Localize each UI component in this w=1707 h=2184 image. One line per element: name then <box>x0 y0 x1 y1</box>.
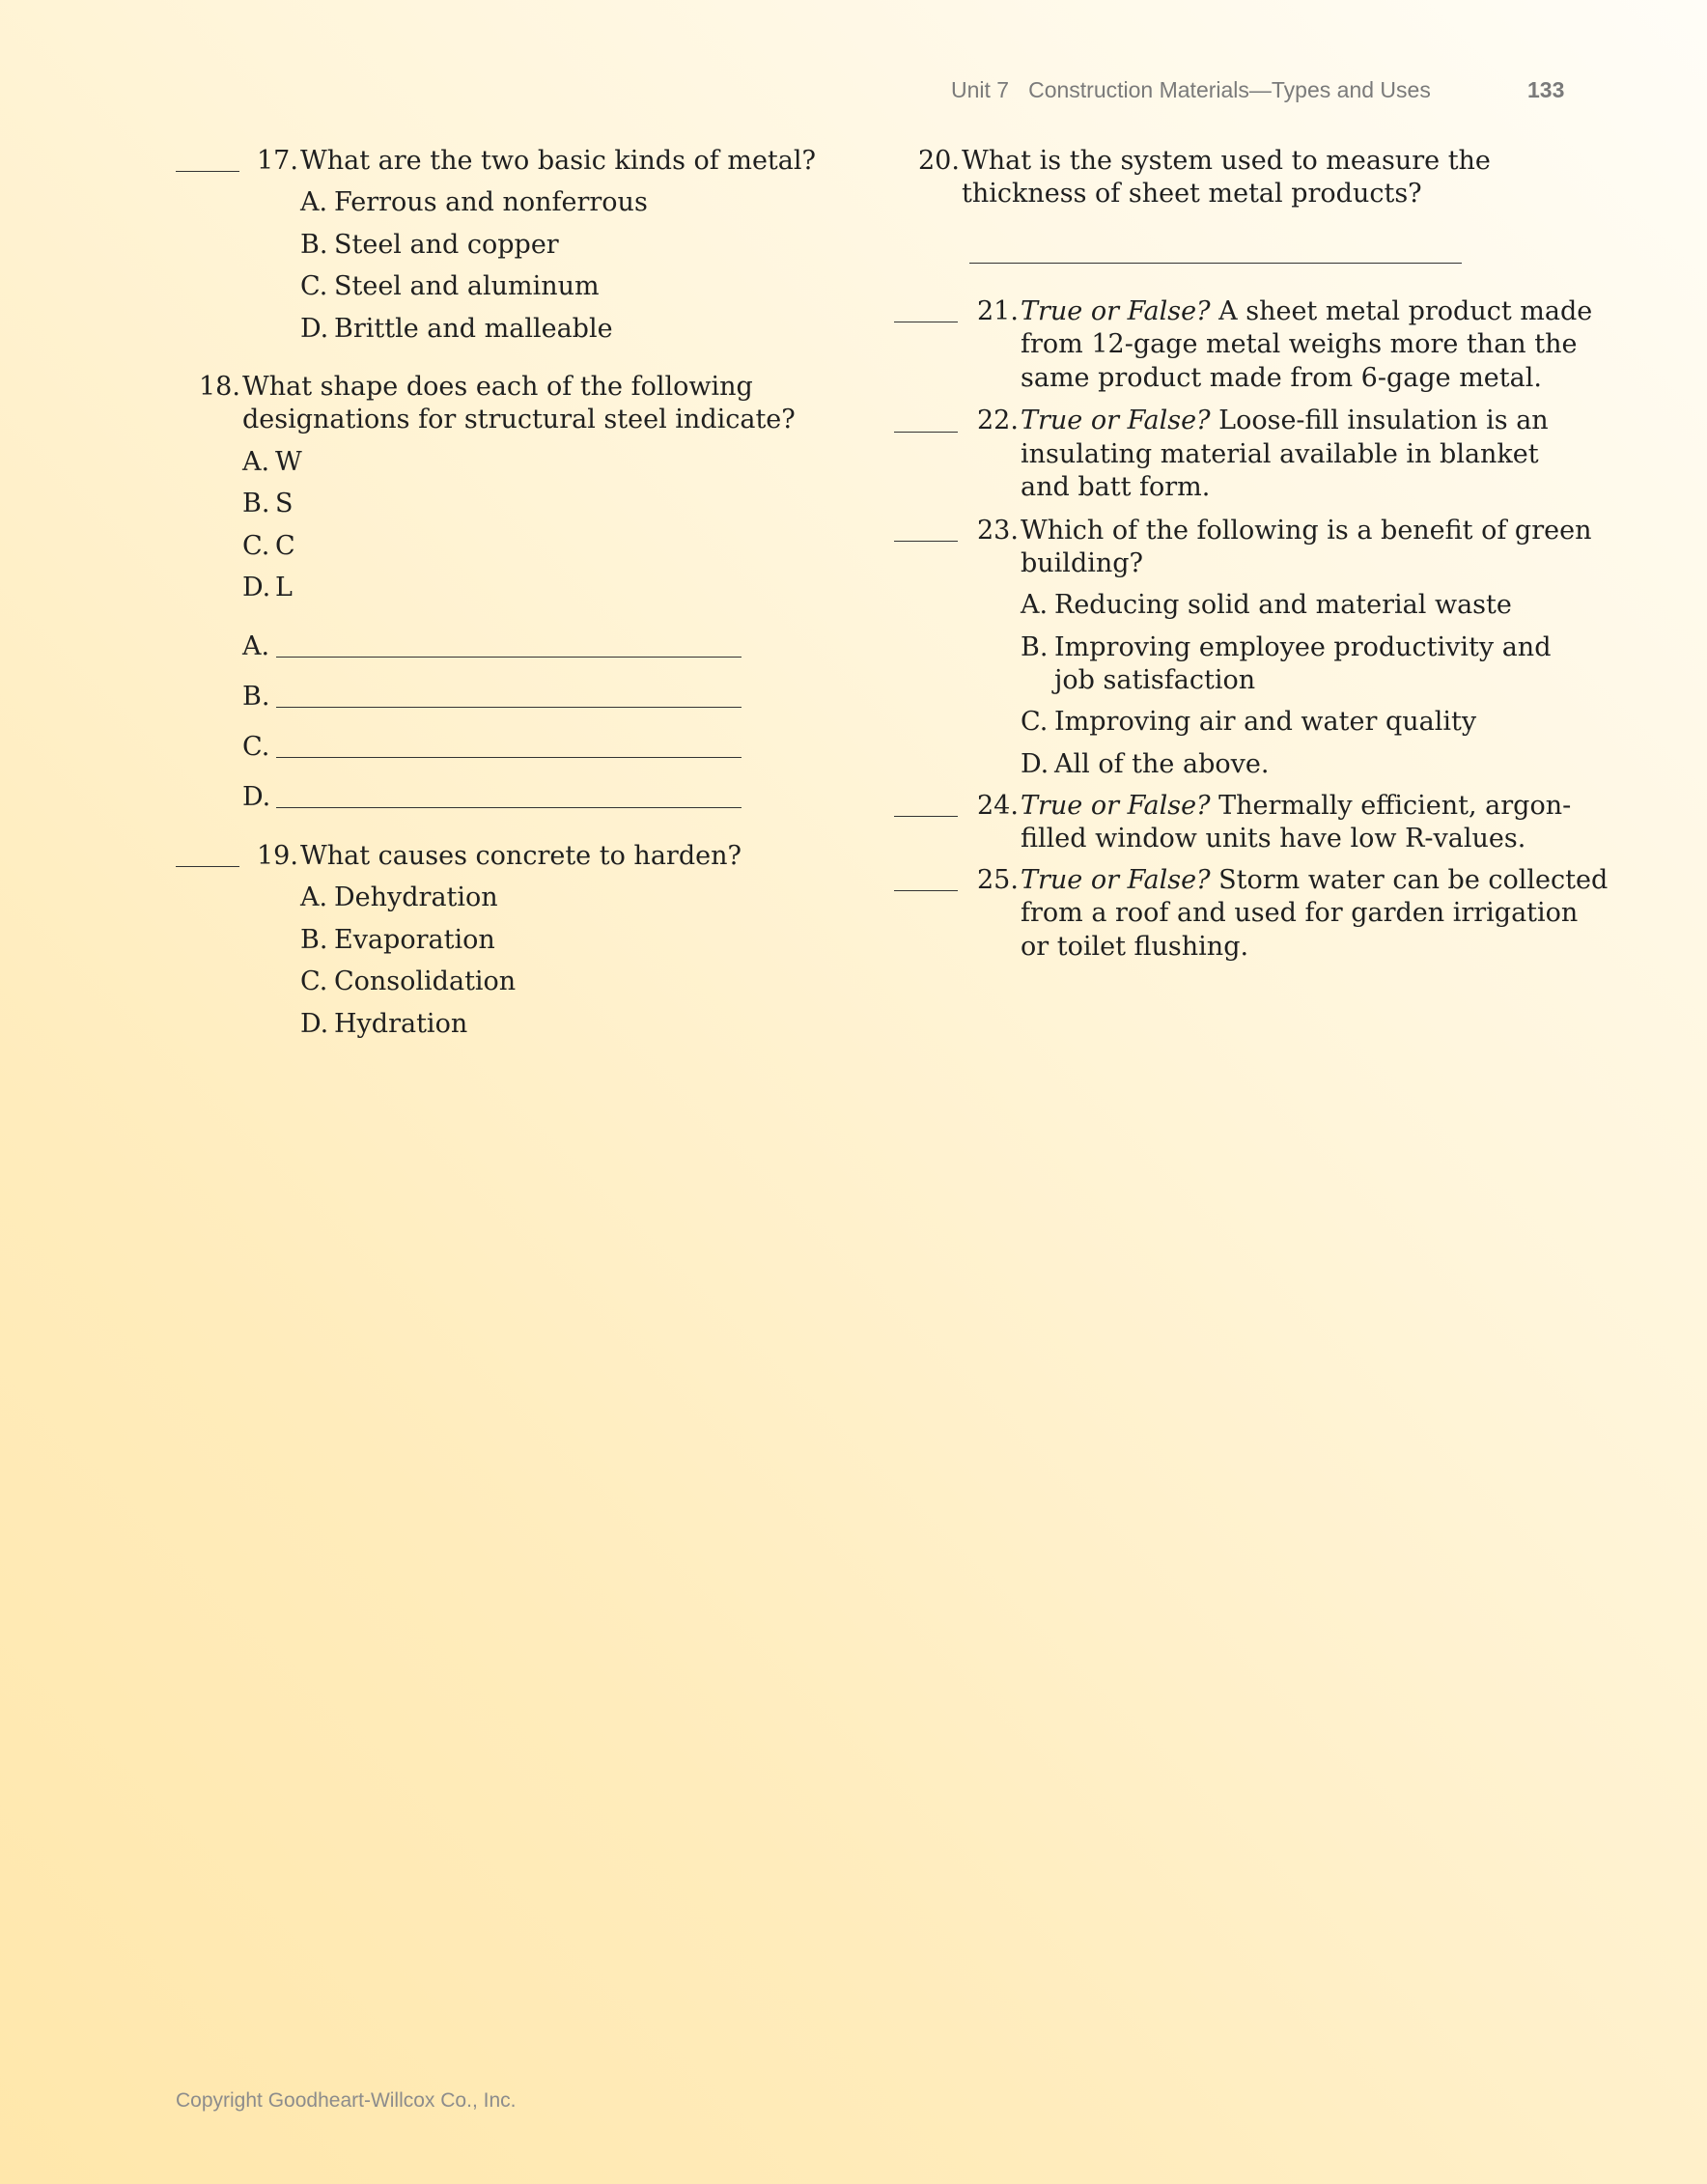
question-23-text-line1: Which of the following is a benefit of green <box>1021 516 1592 546</box>
question-24-text: Thermally efficient, argon- <box>1210 791 1572 821</box>
q17-option-text: Steel and copper <box>334 230 559 260</box>
q17-option-text: Brittle and malleable <box>334 314 613 344</box>
q18-option-letter: C. <box>242 531 270 561</box>
q19-option-text: Hydration <box>334 1009 468 1039</box>
true-or-false-label: True or False? <box>1021 406 1211 435</box>
q23-option-text: Reducing solid and material waste <box>1054 590 1512 620</box>
q20-answer-blank[interactable] <box>969 263 1462 264</box>
answer-blank-17[interactable] <box>176 171 239 172</box>
question-24-text-line2: filled window units have low R-values. <box>1021 824 1526 854</box>
question-25-text: Storm water can be collected <box>1210 865 1609 895</box>
q23-option-text-line2: job satisfaction <box>1054 665 1256 695</box>
q18-answer-letter: A. <box>242 631 270 661</box>
q19-option-letter: A. <box>300 882 328 912</box>
question-24-text-line1 <box>1021 790 1571 824</box>
q23-option-letter: A. <box>1021 590 1049 620</box>
question-22-text-line1 <box>1021 405 1549 438</box>
q23-option-letter: D. <box>1021 749 1049 779</box>
q17-option-text: Ferrous and nonferrous <box>334 187 648 217</box>
q19-option-text: Consolidation <box>334 966 517 996</box>
q23-option-text: Improving employee productivity and <box>1054 632 1552 662</box>
q17-option-text: Steel and aluminum <box>334 271 600 301</box>
q17-option-letter: A. <box>300 187 328 217</box>
q18-option-letter: B. <box>242 489 270 518</box>
answer-blank-22[interactable] <box>894 432 958 433</box>
answer-blank-24[interactable] <box>894 816 958 817</box>
question-18-text-line2: designations for structural steel indicate? <box>242 405 796 434</box>
question-19-text: What causes concrete to harden? <box>300 841 742 871</box>
q18-answer-letter: C. <box>242 732 270 762</box>
question-20-text-line2: thickness of sheet metal products? <box>962 179 1422 209</box>
question-17-number: 17. <box>257 146 298 176</box>
true-or-false-label: True or False? <box>1021 865 1211 895</box>
question-22-text: Loose-fill insulation is an <box>1210 406 1549 435</box>
q23-option-letter: B. <box>1021 632 1049 662</box>
running-header <box>951 77 1565 103</box>
question-20-text-line1: What is the system used to measure the <box>962 146 1491 176</box>
question-21-text-line3: same product made from 6-gage metal. <box>1021 363 1542 393</box>
question-24-number: 24. <box>977 791 1019 821</box>
q18-option-text: L <box>275 573 293 602</box>
answer-blank-19[interactable] <box>176 866 239 867</box>
q18-answer-letter: D. <box>242 782 271 812</box>
q17-option-letter: C. <box>300 271 328 301</box>
question-23-text-line2: building? <box>1021 548 1144 578</box>
q18-answer-blank-d[interactable] <box>276 807 742 808</box>
q17-option-letter: B. <box>300 230 328 260</box>
question-18-number: 18. <box>199 372 240 402</box>
copyright: Copyright Goodheart-Willcox Co., Inc. <box>176 2089 517 2112</box>
page-number: 133 <box>1527 77 1565 102</box>
question-17-text: What are the two basic kinds of metal? <box>300 146 816 176</box>
q19-option-letter: D. <box>300 1009 329 1039</box>
question-21-text: A sheet metal product made <box>1210 296 1593 326</box>
question-25-text-line3: or toilet flushing. <box>1021 932 1249 962</box>
question-19-number: 19. <box>257 841 298 871</box>
answer-blank-23[interactable] <box>894 541 958 542</box>
question-25-number: 25. <box>977 865 1019 895</box>
true-or-false-label: True or False? <box>1021 791 1211 821</box>
question-20-number: 20. <box>918 146 960 176</box>
q19-option-text: Evaporation <box>334 925 495 955</box>
question-18-text-line1: What shape does each of the following <box>242 372 753 402</box>
q17-option-letter: D. <box>300 314 329 344</box>
q18-answer-blank-c[interactable] <box>276 757 742 758</box>
header-title: Construction Materials—Types and Uses <box>1028 77 1431 102</box>
q18-option-letter: A. <box>242 447 270 477</box>
question-25-text-line1 <box>1021 864 1608 898</box>
q18-option-text: W <box>275 447 302 477</box>
question-23-number: 23. <box>977 516 1019 546</box>
q18-option-text: S <box>275 489 294 518</box>
q23-option-letter: C. <box>1021 707 1049 737</box>
q19-option-letter: C. <box>300 966 328 996</box>
q18-option-letter: D. <box>242 573 271 602</box>
question-21-number: 21. <box>977 296 1019 326</box>
q23-option-text: Improving air and water quality <box>1054 707 1477 737</box>
question-22-number: 22. <box>977 406 1019 435</box>
q18-answer-blank-b[interactable] <box>276 707 742 708</box>
q23-option-text: All of the above. <box>1054 749 1270 779</box>
question-21-text-line2: from 12-gage metal weighs more than the <box>1021 329 1578 359</box>
true-or-false-label: True or False? <box>1021 296 1211 326</box>
q19-option-letter: B. <box>300 925 328 955</box>
answer-blank-25[interactable] <box>894 890 958 891</box>
q18-answer-letter: B. <box>242 682 270 712</box>
question-22-text-line2: insulating material available in blanket <box>1021 439 1539 469</box>
question-22-text-line3: and batt form. <box>1021 472 1211 502</box>
question-25-text-line2: from a roof and used for garden irrigation <box>1021 898 1579 928</box>
header-unit: Unit 7 <box>951 77 1010 102</box>
q18-option-text: C <box>275 531 295 561</box>
q18-answer-blank-a[interactable] <box>276 657 742 658</box>
question-21-text-line1 <box>1021 295 1592 329</box>
q19-option-text: Dehydration <box>334 882 498 912</box>
